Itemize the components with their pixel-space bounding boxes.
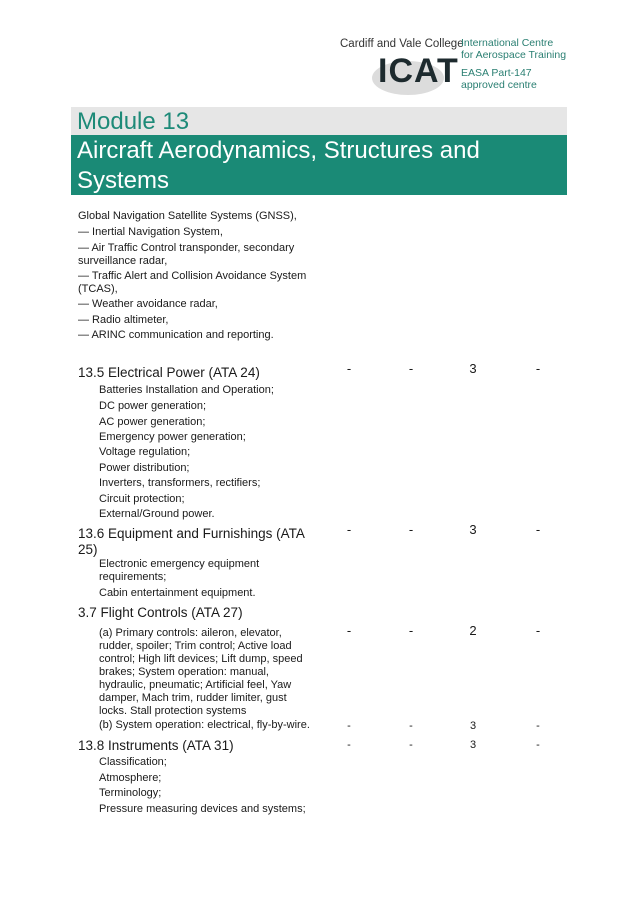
level-value: - bbox=[536, 720, 540, 732]
topic-item: AC power generation; bbox=[99, 416, 206, 428]
level-value: - bbox=[409, 720, 413, 732]
topic-item: External/Ground power. bbox=[99, 508, 215, 520]
section-title-flight-controls: 3.7 Flight Controls (ATA 27) bbox=[78, 605, 243, 620]
centre-name-line-1: International Centre bbox=[461, 37, 554, 49]
topic-item: Atmosphere; bbox=[99, 772, 162, 784]
topic-item: Cabin entertainment equipment. bbox=[99, 587, 256, 599]
level-value: 3 bbox=[469, 522, 477, 537]
level-value: - bbox=[535, 361, 541, 376]
topic-item: Batteries Installation and Operation; bbox=[99, 384, 274, 396]
easa-approval bbox=[461, 68, 537, 91]
module-title: Aircraft Aerodynamics, Structures and Systems bbox=[77, 137, 480, 194]
easa-line-2: approved centre bbox=[461, 78, 537, 91]
topic-item: Pressure measuring devices and systems; bbox=[99, 803, 306, 815]
topic-item: (a) Primary controls: aileron, elevator, rudder, spoiler; Trim control; Active load control; High lift devices; Lift dump, speed brakes; System operation: manual, hydraulic, pneumatic; Artificial feel, Yaw damper, Mach trim, rudder limiter, gust locks. Stall protection systems bbox=[99, 627, 303, 717]
module-title-bar bbox=[71, 135, 567, 195]
icat-logo bbox=[340, 38, 570, 94]
topic-item: Inverters, transformers, rectifiers; bbox=[99, 477, 261, 489]
icat-wordmark: ICAT bbox=[378, 52, 459, 90]
level-value: - bbox=[346, 623, 352, 638]
level-value: - bbox=[536, 739, 540, 751]
level-value: 3 bbox=[469, 739, 477, 751]
intro-item: — Inertial Navigation System, bbox=[78, 226, 223, 238]
level-value: - bbox=[535, 623, 541, 638]
centre-name bbox=[461, 38, 566, 61]
section-title-instruments: 13.8 Instruments (ATA 31) bbox=[78, 738, 234, 753]
intro-item: — Traffic Alert and Collision Avoidance System (TCAS), bbox=[78, 270, 307, 295]
level-value: - bbox=[408, 361, 414, 376]
level-value: - bbox=[408, 623, 414, 638]
level-value: - bbox=[535, 522, 541, 537]
topic-item: Circuit protection; bbox=[99, 493, 185, 505]
level-value: - bbox=[346, 361, 352, 376]
topic-item: Voltage regulation; bbox=[99, 446, 191, 458]
college-name: Cardiff and Vale College bbox=[340, 38, 464, 50]
level-value: - bbox=[409, 739, 413, 751]
level-value: 3 bbox=[469, 720, 477, 732]
level-value: 2 bbox=[469, 623, 477, 638]
section-title-electrical-power: 13.5 Electrical Power (ATA 24) bbox=[78, 365, 260, 380]
intro-item: — Air Traffic Control transponder, secondary surveillance radar, bbox=[78, 242, 295, 267]
intro-item: Global Navigation Satellite Systems (GNSS), bbox=[78, 210, 297, 222]
level-value: - bbox=[346, 522, 352, 537]
intro-item: — ARINC communication and reporting. bbox=[78, 329, 274, 341]
topic-item: DC power generation; bbox=[99, 400, 207, 412]
centre-name-line-2: for Aerospace Training bbox=[461, 48, 567, 61]
section-title-equipment-furnishings: 13.6 Equipment and Furnishings (ATA 25) bbox=[78, 526, 305, 557]
module-number-bar bbox=[71, 107, 567, 135]
topic-item: Electronic emergency equipment requirements; bbox=[99, 558, 260, 583]
topic-item: Emergency power generation; bbox=[99, 431, 246, 443]
module-number: Module 13 bbox=[77, 108, 190, 135]
easa-line-1: EASA Part-147 bbox=[461, 67, 532, 79]
intro-item: — Weather avoidance radar, bbox=[78, 298, 218, 310]
level-value: - bbox=[347, 720, 351, 732]
level-value: - bbox=[408, 522, 414, 537]
level-value: - bbox=[347, 739, 351, 751]
topic-item: Classification; bbox=[99, 756, 167, 768]
topic-item: (b) System operation: electrical, fly-by-wire. bbox=[99, 719, 310, 731]
topic-item: Terminology; bbox=[99, 787, 162, 799]
intro-item: — Radio altimeter, bbox=[78, 314, 169, 326]
topic-item: Power distribution; bbox=[99, 462, 190, 474]
level-value: 3 bbox=[469, 361, 477, 376]
